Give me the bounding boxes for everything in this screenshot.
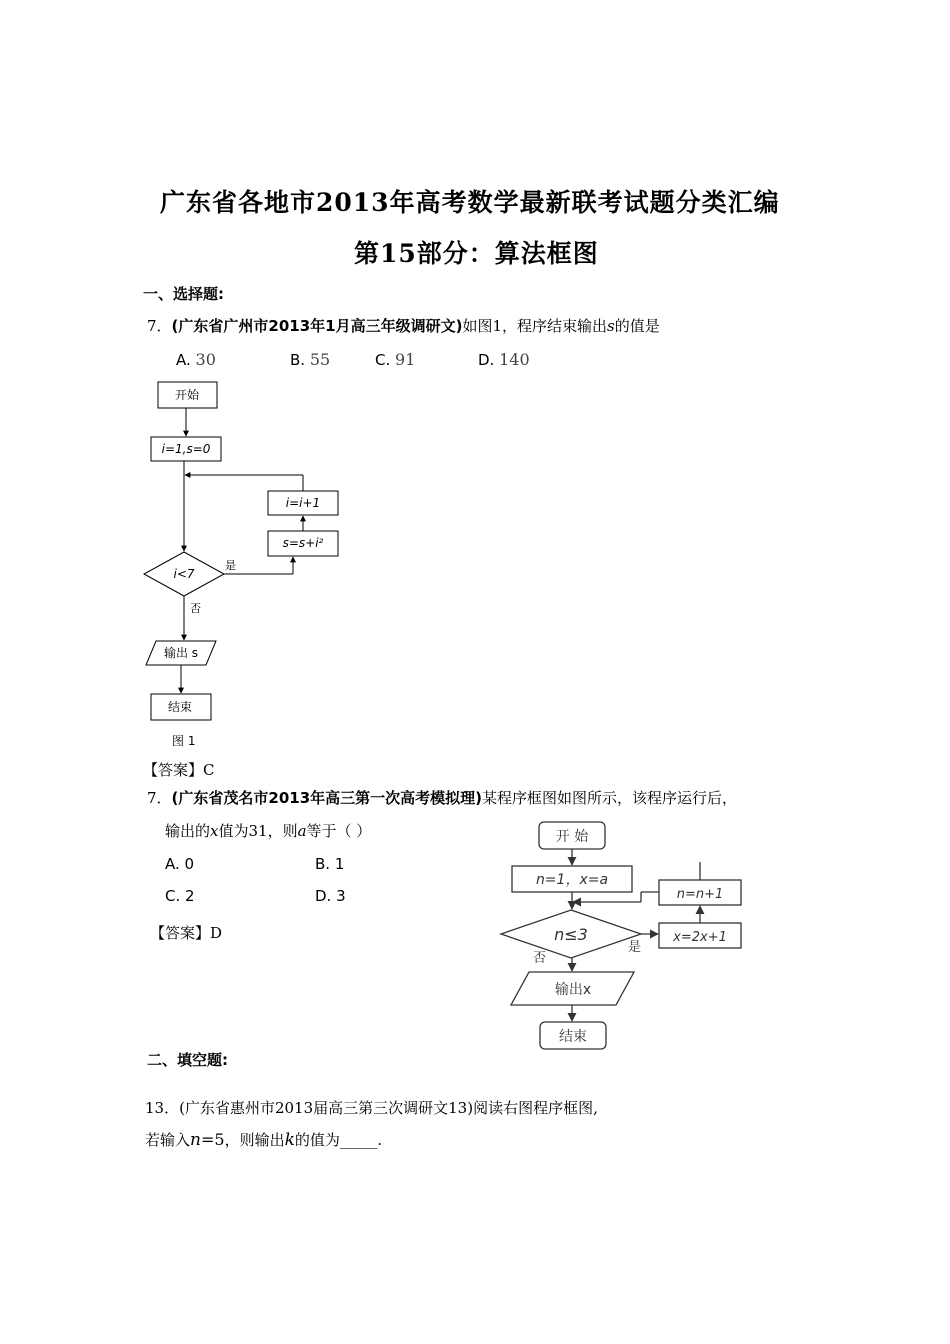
flow1-start: 开始 — [174, 388, 200, 402]
q2-var-a: a — [297, 822, 307, 840]
flow2-cond: n≤3 — [554, 925, 588, 944]
q2-var-x: x — [210, 822, 219, 840]
q2-option-d: D. 3 — [315, 887, 346, 905]
flow2-yes: 是 — [628, 940, 642, 955]
question-3-text: 阅读右图程序框图, — [473, 1099, 598, 1117]
flow1-inc: i=i+1 — [285, 496, 321, 510]
question-2-number: 7． — [147, 789, 172, 807]
flow1-acc: s=s+i² — [282, 536, 324, 550]
flow2-no: 否 — [533, 951, 547, 966]
flow1-yes: 是 — [225, 559, 236, 572]
flow1-end: 结束 — [167, 700, 193, 714]
question-2 — [147, 787, 737, 808]
flow2-update: x=2x+1 — [673, 930, 727, 945]
flow2-start: 开 始 — [555, 829, 589, 845]
q3-blank: _____ — [339, 1131, 378, 1149]
q1-option-c: C. 91 — [375, 350, 416, 369]
question-1-source: (广东省广州市2013年1月高三年级调研文) — [171, 317, 463, 335]
flow2-end: 结束 — [559, 1029, 587, 1045]
section-choice-heading: 一、选择题: — [143, 285, 224, 303]
q2-option-b: B. 1 — [315, 855, 345, 873]
q1-option-a: A. 30 — [176, 350, 216, 369]
question-3-source: (广东省惠州市2013届高三第三次调研文13) — [179, 1099, 474, 1117]
flow1-output: 输出 s — [163, 646, 199, 660]
flow1-caption: 图 1 — [172, 734, 196, 748]
q3-var-n: n — [190, 1130, 201, 1150]
flow1-init: i=1,s=0 — [161, 442, 211, 456]
q2-option-c: C. 2 — [165, 887, 195, 905]
question-3-line2: 若输入n=5，则输出k的值为_____. — [145, 1130, 383, 1150]
flow1-no: 否 — [190, 602, 201, 615]
q1-answer: 【答案】C — [143, 761, 215, 779]
question-2-line2: 输出的x值为31，则a等于（ ） — [165, 822, 372, 840]
question-3 — [145, 1097, 598, 1118]
question-3-number: 13． — [145, 1099, 180, 1117]
question-1-number: 7． — [147, 317, 172, 335]
flow2-init: n=1，x=a — [535, 872, 609, 888]
q1-option-d: D. 140 — [478, 350, 530, 369]
question-1-text: 如图1，程序结束输出 — [462, 317, 607, 335]
q1-option-b: B. 55 — [290, 350, 331, 369]
flow2-output: 输出x — [554, 982, 592, 998]
question-1-var: s — [607, 317, 615, 335]
flow1-cond: i<7 — [173, 567, 195, 581]
section-fill-heading: 二、填空题: — [147, 1051, 228, 1069]
flow2-inc: n=n+1 — [676, 887, 724, 902]
page-subtitle: 第15部分：算法框图 — [354, 239, 599, 268]
q2-option-a: A. 0 — [165, 855, 195, 873]
q3-var-k: k — [284, 1130, 295, 1150]
question-2-text: 某程序框图如图所示，该程序运行后， — [482, 789, 738, 807]
question-1-text-end: 的值是 — [614, 317, 660, 335]
q2-answer: 【答案】D — [150, 924, 223, 942]
question-2-source: (广东省茂名市2013年高三第一次高考模拟理) — [171, 789, 483, 807]
page-title: 广东省各地市2013年高考数学最新联考试题分类汇编 — [160, 188, 780, 217]
